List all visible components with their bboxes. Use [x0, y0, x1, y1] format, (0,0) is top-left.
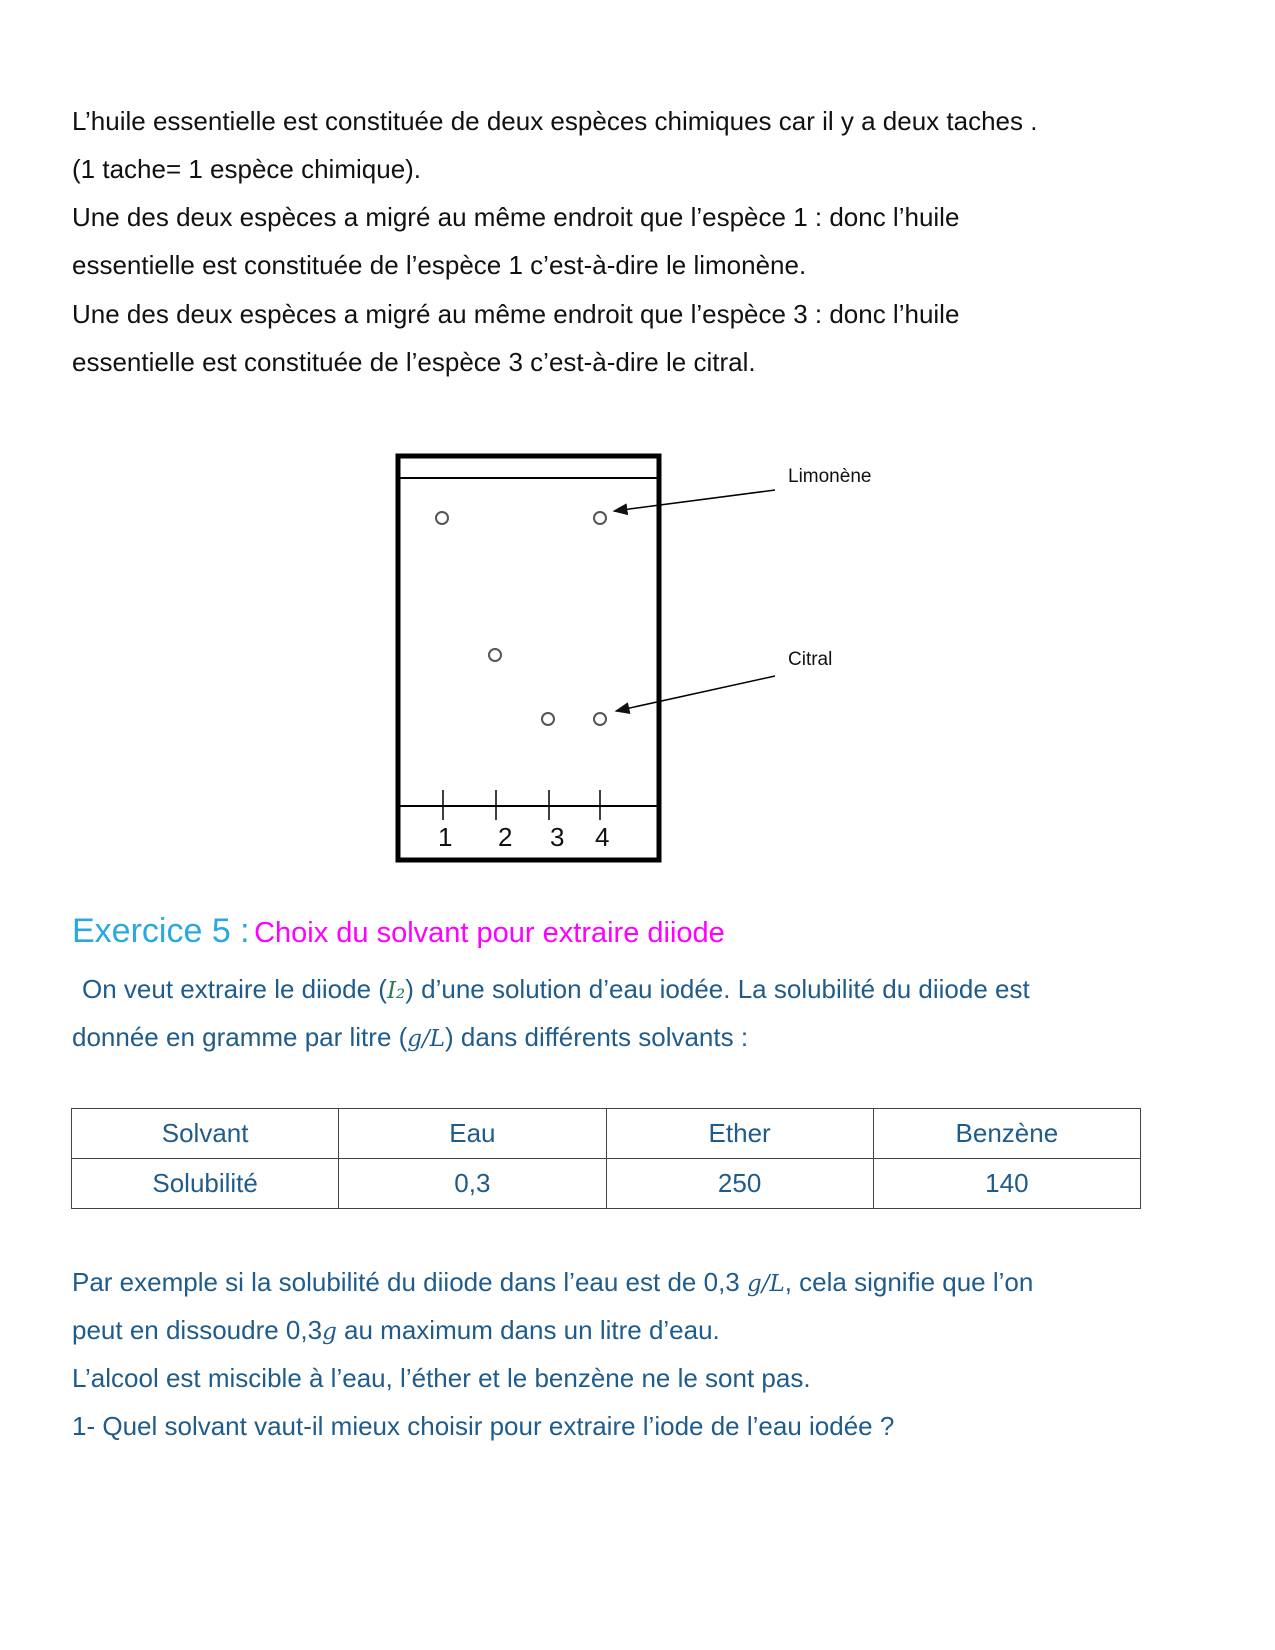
math-formula: I₂	[386, 978, 406, 1004]
intro-line	[72, 1022, 748, 1054]
table-cell: 0,3	[339, 1159, 606, 1209]
limonene-label: Limonène	[788, 466, 872, 487]
exercise-title: Choix du solvant pour extraire diiode	[254, 917, 725, 949]
paragraph-line: L’alcool est miscible à l’eau, l’éther et le benzène ne le sont pas.	[72, 1363, 811, 1393]
table-cell: Eau	[339, 1109, 606, 1159]
text: , cela signifie que l’on	[784, 1267, 1034, 1297]
table-cell: Solvant	[72, 1109, 339, 1159]
text: ) dans différents solvants :	[445, 1022, 749, 1052]
paragraph-line: Une des deux espèces a migré au même endroit que l’espèce 3 : donc l’huile	[72, 299, 960, 329]
lane-label: 2	[498, 822, 513, 852]
text: au maximum dans un litre d’eau.	[336, 1315, 720, 1345]
paragraph-line: L’huile essentielle est constituée de deux espèces chimiques car il y a deux taches .	[72, 106, 1038, 136]
text: On veut extraire le diiode (	[82, 974, 387, 1004]
table-row	[72, 1109, 1141, 1159]
exercise-number: Exercice 5 :	[72, 912, 250, 950]
text: Par exemple si la solubilité du diiode dans l’eau est de 0,3	[72, 1267, 747, 1297]
math-unit: g/L	[746, 1271, 785, 1297]
text: peut en dissoudre 0,3	[72, 1315, 323, 1345]
math-unit: g	[322, 1319, 337, 1345]
table-cell: 140	[873, 1159, 1140, 1209]
paragraph-line	[72, 1267, 1033, 1299]
paragraph-line: Une des deux espèces a migré au même endroit que l’espèce 1 : donc l’huile	[72, 202, 960, 232]
intro-line	[82, 974, 1030, 1006]
question-1: 1- Quel solvant vaut-il mieux choisir pour extraire l’iode de l’eau iodée ?	[72, 1411, 895, 1441]
table-cell: 250	[606, 1159, 873, 1209]
paragraph-line: (1 tache= 1 espèce chimique).	[72, 154, 422, 184]
lane-label: 1	[438, 822, 453, 852]
text: donnée en gramme par litre (	[72, 1022, 408, 1052]
lane-label: 4	[595, 822, 610, 852]
lane-label: 3	[550, 822, 565, 852]
paragraph-line: essentielle est constituée de l’espèce 1 c’est-à-dire le limonène.	[72, 250, 807, 280]
exercise-heading	[72, 912, 725, 951]
paragraph-line: essentielle est constituée de l’espèce 3 c’est-à-dire le citral.	[72, 347, 756, 377]
table-cell: Ether	[606, 1109, 873, 1159]
table-row	[72, 1159, 1141, 1209]
paragraph-line	[72, 1315, 720, 1347]
table-cell: Benzène	[873, 1109, 1140, 1159]
table-cell: Solubilité	[72, 1159, 339, 1209]
math-unit: g/L	[407, 1026, 446, 1052]
solubility-table	[71, 1108, 1141, 1209]
text: ) d’une solution d’eau iodée. La solubilité du diiode est	[405, 974, 1030, 1004]
citral-label: Citral	[788, 649, 833, 670]
